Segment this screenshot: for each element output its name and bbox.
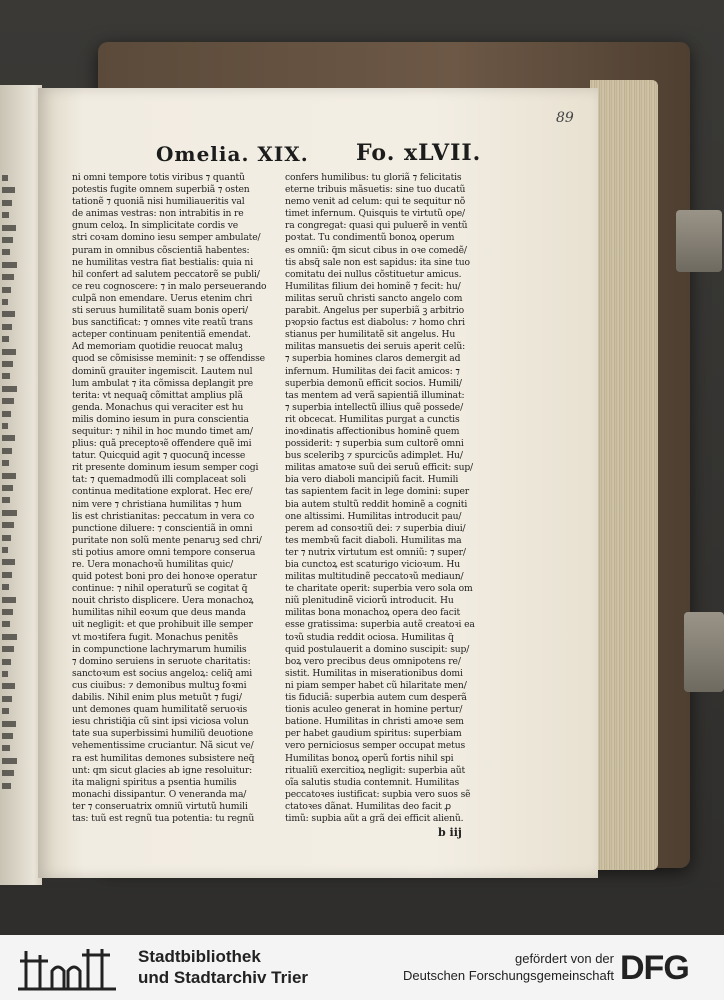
- facing-page-text-fragment: [2, 299, 8, 305]
- text-line: dabilis. Nihil enim plus metuũt ⁊ fugi/: [72, 692, 242, 704]
- text-line: lum ambulat ⁊ ita cõmissa deplangit pre: [72, 377, 254, 389]
- text-line: peccatoꝛes iustificat: supbia vero suos sẽ: [285, 788, 471, 800]
- facing-page-text-fragment: [2, 783, 11, 789]
- text-line: cus ciuibus: ⁊ demonibus multuꝫ foꝛmi: [72, 679, 247, 691]
- text-line: militas amatoꝛe suũ dei seruũ efficit: sup/: [285, 462, 474, 474]
- facing-page-text-fragment: [2, 460, 9, 466]
- funding-note-line2: Deutschen Forschungsgemeinschaft: [402, 968, 614, 983]
- text-line: parabit. Angelus per superbiã ꝫ arbitrio: [285, 305, 464, 317]
- text-line: ce reu cognoscere: ⁊ in malo perseuerando: [72, 280, 267, 292]
- facing-page-text-fragment: [2, 733, 13, 739]
- facing-page-text-fragment: [2, 572, 12, 578]
- text-line: ne humilitas vestra fiat bestialis: quia ni: [72, 256, 253, 268]
- text-line: eterne tribuis mãsuetis: sine tuo ducatũ: [285, 184, 466, 196]
- text-line: Ad memoriam quotidie reuocat maluꝫ: [72, 341, 243, 353]
- facing-page-text-fragment: [2, 745, 10, 751]
- text-line: genda. Monachus qui veraciter est hu: [72, 401, 244, 413]
- text-line: tationẽ ⁊ quoniã nisi humiliaueritis val: [72, 196, 245, 208]
- text-column-left: [72, 172, 272, 825]
- text-line: ter ⁊ nutrix virtutum est omniũ: ⁊ super/: [285, 546, 466, 558]
- text-line: toꝛũ studia reddit ociosa. Humilitas q̃: [285, 631, 454, 643]
- text-line: ni omni tempore totis viribus ⁊ quantũ: [72, 172, 245, 183]
- text-line: dominũ grauiter ingemiscit. Lautem nul: [72, 365, 253, 377]
- facing-page-text-fragment: [2, 373, 10, 379]
- text-line: esse gratissima: superbia autẽ creatoꝛi ea: [285, 619, 475, 631]
- facing-page-text-fragment: [2, 473, 16, 479]
- text-line: gnum celoꝝ. In simplicitate cordis ve: [72, 220, 239, 232]
- facing-page-text-fragment: [2, 249, 10, 255]
- text-line: lis est christianitas: peccatum in vera co: [72, 510, 255, 522]
- facing-page-text-fragment: [2, 448, 12, 454]
- text-line: rit presente dominum iesum semper cogi: [72, 462, 259, 474]
- text-line: possiderit: ⁊ superbia sum cultorẽ omni: [285, 438, 464, 450]
- text-line: militas multitudinẽ peccatoꝛũ mediaun/: [285, 571, 464, 583]
- text-line: tatur. Quicquid agit ⁊ quocunq̃ incesse: [72, 450, 246, 462]
- text-line: Humilitas filium dei hominẽ ⁊ fecit: hu/: [285, 280, 461, 292]
- text-line: hil confert ad salutem peccatorẽ se publi/: [72, 268, 260, 280]
- facing-page-text-fragment: [2, 225, 16, 231]
- text-line: uit negligit: et que prohibuit ille semper: [72, 619, 253, 631]
- text-line: terita: vt nequaq̃ cõmittat amplius plã: [72, 389, 243, 401]
- text-line: bia vero diaboli mancipiũ facit. Humili: [285, 474, 459, 486]
- running-header-right: Fo. xLVII.: [356, 140, 482, 166]
- text-line: milis domino iesum in pura conscientia: [72, 413, 249, 425]
- text-line: ctatoꝛes dãnat. Humilitas deo facit ꝓ: [285, 800, 451, 812]
- text-line: inoꝛdinatis affectionibus hominẽ quem: [285, 425, 460, 437]
- text-line: ra congregat: quasi qui puluerẽ in ventũ: [285, 220, 468, 232]
- text-line: ni piam semper habet cũ hilaritate men/: [285, 679, 467, 691]
- facing-page-text-fragment: [2, 497, 10, 503]
- text-line: quid potest boni pro dei honoꝛe operatur: [72, 571, 257, 583]
- text-line: es omniũ: q̃m sicut cibus in oꝛe comedẽ/: [285, 244, 467, 256]
- text-line: plius: quã preceptoꝛẽ offendere quẽ imi: [72, 438, 252, 450]
- clasp-upper: [676, 210, 722, 272]
- text-line: potestis fugite omnem superbiã ⁊ osten: [72, 184, 250, 196]
- text-line: ritualiũ exercitioꝝ negligit: superbia aũt: [285, 764, 466, 776]
- text-line: sti potius amore omni tempore conserua: [72, 546, 256, 558]
- text-line: one altissimi. Humilitas introducit pau/: [285, 510, 462, 522]
- text-line: in compunctione lachrymarum humilis: [72, 643, 247, 655]
- page-edges: [590, 80, 658, 870]
- text-line: sequitur: ⁊ nihil in hoc mundo timet am/: [72, 425, 253, 437]
- text-line: tate sua superbissimi humiliũ deuotione: [72, 728, 253, 740]
- text-line: militas mansuetis dei seruis aperit celũ:: [285, 341, 466, 353]
- facing-page-text-fragment: [2, 237, 13, 243]
- funding-note-line1: gefördert von der: [514, 951, 614, 966]
- facing-page-text-fragment: [2, 634, 17, 640]
- institution-name-line2: und Stadtarchiv Trier: [138, 968, 309, 987]
- text-line: continue: ⁊ nihil operaturũ se cogitat q̃: [72, 583, 248, 595]
- text-line: vero perniciosus semper occupat metus: [285, 740, 466, 752]
- text-line: acteper continuam penitentiã emendat.: [72, 329, 251, 341]
- text-line: ⁊ domino seruiens in seruote charitatis:: [72, 655, 251, 667]
- library-logo-icon: [18, 945, 118, 991]
- facing-page-text-fragment: [2, 187, 15, 193]
- facing-page-text-fragment: [2, 386, 17, 392]
- facing-page-text-fragment: [2, 696, 12, 702]
- text-line: confers humilibus: tu gloriã ⁊ felicitatis: [285, 172, 462, 183]
- text-line: monachi dissipantur. O veneranda ma/: [72, 788, 247, 800]
- text-line: comitatu dei nullus cõstituetur amicus.: [285, 268, 462, 280]
- text-line: perem ad consoꝛtiũ dei: ⁊ superbia diui/: [285, 522, 466, 534]
- text-line: militas bona monachoꝝ opera deo facit: [285, 607, 461, 619]
- facing-page-text-fragment: [2, 398, 14, 404]
- text-line: boꝝ vero precibus deus omnipotens re/: [285, 655, 461, 667]
- facing-page-text-fragment: [2, 212, 9, 218]
- text-line: te charitate operit: superbia vero sola om: [285, 583, 473, 595]
- facing-page-text-fragment: [2, 646, 14, 652]
- text-line: niũ plenitudinẽ viciorũ introducit. Hu: [285, 595, 454, 607]
- text-line: ⁊ superbia intellectũ illius quẽ possede/: [285, 401, 464, 413]
- facing-page-text-fragment: [2, 274, 14, 280]
- facing-page-text-fragment: [2, 621, 10, 627]
- text-line: puritate non solũ mente penaruꝫ sed chri/: [72, 534, 262, 546]
- text-line: tes membꝛũ facit diaboli. Humilitas ma: [285, 534, 462, 546]
- text-line: unt: qm sicut glacies ab igne resoluitur:: [72, 764, 253, 776]
- facing-page-text-fragment: [2, 597, 16, 603]
- facing-page-text-fragment: [2, 287, 11, 293]
- institution-name-line1: Stadtbibliothek: [138, 947, 261, 966]
- text-column-right: [285, 172, 485, 825]
- facing-page-text-fragment: [2, 175, 8, 181]
- text-line: sanctoꝛum est socius angeloꝝ: celiq̃ ami: [72, 667, 253, 679]
- facing-page-text-fragment: [2, 683, 15, 689]
- text-line: ra est humilitas demones subsistere neq̃: [72, 752, 255, 764]
- text-line: bus sceleribꝫ ⁊ spurcicũs adimplet. Hu/: [285, 450, 463, 462]
- text-line: poꝛtat. Tu condimentũ bonoꝝ operum: [285, 232, 455, 244]
- facing-page-text-fragment: [2, 510, 17, 516]
- text-line: bia cunctoꝝ est scaturigo vicioꝛum. Hu: [285, 559, 460, 570]
- text-line: re. Uera monachoꝛũ humilitas quic/: [72, 559, 234, 570]
- facing-page-text-fragment: [2, 349, 16, 355]
- text-line: bia autem stultũ reddit hominẽ a cogniti: [285, 498, 468, 510]
- text-line: continua meditatione explorat. Hec ere/: [72, 486, 253, 498]
- facing-page-text-fragment: [2, 609, 13, 615]
- facing-page-text-fragment: [2, 671, 8, 677]
- facing-page-text-fragment: [2, 336, 9, 342]
- facing-page-text-fragment: [2, 361, 13, 367]
- text-line: pꝛopꝛio factus est diabolus: ⁊ homo chri: [285, 317, 465, 329]
- text-line: unt demones quam humilitatẽ seruoꝛis: [72, 704, 248, 716]
- text-line: tas sapientem facit in lege domini: super: [285, 486, 470, 498]
- facing-page-text-fragment: [2, 262, 17, 268]
- text-line: superbia demonũ efficit socios. Humili/: [285, 377, 462, 389]
- dfg-logo: DFG: [620, 949, 689, 987]
- text-line: oĩa salutis studia contemnit. Humilitas: [285, 776, 460, 788]
- facing-page-text-fragment: [2, 770, 14, 776]
- text-line: ita maligni spiritus a psentia humilis: [72, 776, 237, 788]
- facing-page-text-fragment: [2, 758, 17, 764]
- facing-page-text-fragment: [2, 721, 16, 727]
- text-line: sti seruus humilitatẽ suam bonis operi/: [72, 305, 248, 317]
- text-line: sistit. Humilitas in miserationibus domi: [285, 667, 463, 679]
- text-line: bus sanctificat: ⁊ omnes vite reatũ trans: [72, 317, 253, 329]
- text-line: timũ: supbia aũt a grã dei efficit alienũ.: [285, 812, 464, 824]
- facing-page-text-fragment: [2, 584, 9, 590]
- facing-page-fragment: [0, 85, 42, 885]
- facing-page-text-fragment: [2, 535, 11, 541]
- text-line: culpã non emendare. Uerus etenim chri: [72, 292, 253, 304]
- text-line: timet infernum. Quisquis te virtutũ ope/: [285, 208, 465, 220]
- clasp-lower: [684, 612, 724, 692]
- text-line: ⁊ superbia homines claros demergit ad: [285, 353, 461, 365]
- facing-page-text-fragment: [2, 311, 15, 317]
- text-line: rit obcecat. Humilitas purgat a cunctis: [285, 413, 460, 425]
- text-line: puram in omnibus cõscientiã habentes:: [72, 244, 250, 256]
- text-line: Humilitas bonoꝝ operũ fortis nihil spi: [285, 752, 454, 764]
- facing-page-text-fragment: [2, 708, 9, 714]
- text-line: nemo venit ad celum: qui te sequitur nõ: [285, 196, 466, 208]
- text-line: stri coꝛam domino iesu semper ambulate/: [72, 232, 261, 244]
- facing-page-text-fragment: [2, 485, 13, 491]
- facing-page-text-fragment: [2, 559, 15, 565]
- text-line: humilitas nihil eoꝛum que deus manda: [72, 607, 246, 619]
- text-line: tionis aculeo generat in homine pertur/: [285, 704, 463, 716]
- text-line: tas mentem ad verã sapientiã illuminat:: [285, 389, 465, 401]
- footer-bar: [0, 935, 724, 1000]
- folio-number: 89: [556, 110, 574, 126]
- text-line: tis absq̃ sale non est sapidus: ita sine tuo: [285, 256, 470, 268]
- text-line: tas: tuũ est regnũ tua potentia: tu regnũ: [72, 812, 255, 824]
- text-line: quid postulauerit a domino suscipit: sup/: [285, 643, 470, 655]
- text-line: iesu christiq̃ia cũ sint ipsi viciosa volun: [72, 716, 249, 728]
- text-line: per habet gaudium spiritus: superbiam: [285, 728, 462, 740]
- text-line: vehementissime cruciantur. Nã sicut ve/: [72, 740, 254, 752]
- facing-page-text-fragment: [2, 423, 8, 429]
- text-line: stianus per humilitatẽ sit angelus. Hu: [285, 329, 456, 341]
- text-line: vt moꝛtifera fugit. Monachus penitẽs: [72, 631, 238, 643]
- running-header-left: Omelia. XIX.: [156, 142, 309, 166]
- text-line: nim vere ⁊ christiana humilitas ⁊ hum: [72, 498, 242, 510]
- text-line: infernum. Humilitas dei facit amicos: ⁊: [285, 365, 460, 377]
- text-line: de animas vestras: non intrabitis in re: [72, 208, 244, 220]
- facing-page-text-fragment: [2, 324, 12, 330]
- text-line: batione. Humilitas in christi amoꝛe sem: [285, 716, 464, 728]
- text-line: tis fiduciã: superbia autem cum desperã: [285, 692, 467, 704]
- text-line: militas seruũ christi sancto angelo com: [285, 292, 463, 304]
- facing-page-text-fragment: [2, 547, 8, 553]
- text-line: ter ⁊ conseruatrix omniũ virtutũ humili: [72, 800, 248, 812]
- facing-page-text-fragment: [2, 659, 11, 665]
- text-line: quod se cõmisisse meminit: ⁊ se offendisse: [72, 353, 265, 365]
- signature-mark: b iij: [438, 826, 462, 839]
- text-line: nouit christo displicere. Uera monachoꝝ: [72, 595, 254, 607]
- facing-page-text-fragment: [2, 200, 12, 206]
- facing-page-text-fragment: [2, 411, 11, 417]
- text-line: tat: ⁊ quemadmodũ illi complaceat soli: [72, 474, 247, 486]
- facing-page-text-fragment: [2, 435, 15, 441]
- facing-page-text-fragment: [2, 522, 14, 528]
- text-line: punctione diluere: ⁊ conscientiã in omni: [72, 522, 253, 534]
